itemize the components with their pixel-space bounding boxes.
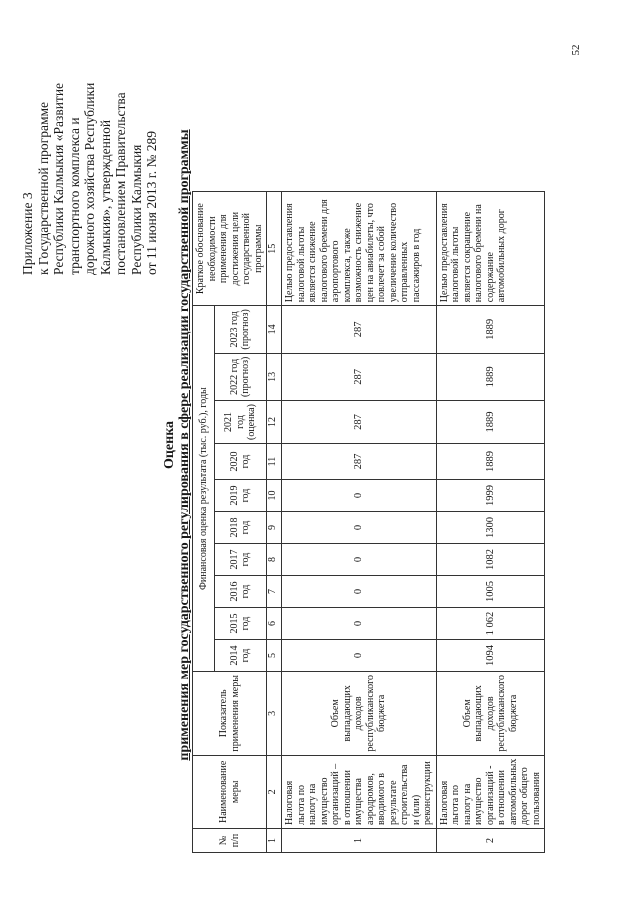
header-year: 2019 год [214, 480, 266, 512]
value-cell: 1094 [436, 640, 545, 672]
column-number: 3 [267, 672, 282, 756]
appendix-line: к Государственной программе [35, 101, 51, 275]
rotated-page [10, 15, 570, 875]
header-year: 2021 год (оценка) [214, 401, 266, 444]
value-cell: 1889 [436, 353, 545, 400]
column-number: 1 [267, 829, 282, 853]
header-row-1 [193, 192, 215, 853]
column-number: 12 [267, 401, 282, 444]
column-number: 5 [267, 640, 282, 672]
header-year: 2020 год [214, 444, 266, 480]
row-number: 2 [436, 829, 545, 853]
column-number: 14 [267, 306, 282, 353]
header-year: 2015 год [214, 608, 266, 640]
header-year: 2017 год [214, 544, 266, 576]
appendix-line: Приложение 3 [20, 192, 35, 275]
appendix-line: постановлением Правительства [113, 92, 128, 275]
appendix-line: Республики Калмыкия [128, 144, 144, 275]
value-cell: 1889 [436, 306, 545, 353]
appendix-line: Калмыкия», утвержденной [97, 119, 113, 275]
estimation-table [192, 191, 545, 853]
value-cell: 1005 [436, 576, 545, 608]
value-cell: 1889 [436, 401, 545, 444]
column-number: 13 [267, 353, 282, 400]
measure-indicator: Объем выпадающих доходов республиканского бюджета [282, 672, 437, 756]
value-cell: 287 [282, 306, 437, 353]
header-name: Наименование меры [193, 755, 267, 828]
value-cell: 287 [282, 444, 437, 480]
appendix-note [20, 25, 160, 275]
header-year: 2018 год [214, 512, 266, 544]
column-number: 6 [267, 608, 282, 640]
column-number: 9 [267, 512, 282, 544]
title-line-2: применения мер государственного регулирования в сфере реализации государственной программы [177, 129, 192, 761]
measure-name: Налоговая льгота по налогу на имущество организаций – в отношении имущества аэродромов, вводимого в результате строительства и (или) реконструкции [282, 755, 437, 828]
value-cell: 1082 [436, 544, 545, 576]
row-number: 1 [282, 829, 437, 853]
title-line-1: Оценка [162, 420, 177, 470]
appendix-line: Республики Калмыкия «Развитие [51, 82, 66, 275]
column-number: 11 [267, 444, 282, 480]
header-year: 2016 год [214, 576, 266, 608]
value-cell: 1300 [436, 512, 545, 544]
appendix-line: транспортного комплекса и [66, 117, 82, 275]
value-cell: 287 [282, 353, 437, 400]
table-row [282, 192, 437, 853]
value-cell: 1889 [436, 444, 545, 480]
value-cell: 1999 [436, 480, 545, 512]
header-indicator: Показатель применения меры [193, 672, 267, 756]
appendix-line: от 11 июня 2013 г. № 289 [144, 131, 159, 275]
value-cell: 0 [282, 640, 437, 672]
header-num: № п/п [193, 829, 267, 853]
column-number: 2 [267, 755, 282, 828]
value-cell: 0 [282, 512, 437, 544]
measure-name: Налоговая льгота по налогу на имущество организаций - в отношении автомобильных дорог общего пользования [436, 755, 545, 828]
column-number: 15 [267, 192, 282, 306]
table-row [436, 192, 545, 853]
header-year: 2014 год [214, 640, 266, 672]
value-cell: 0 [282, 480, 437, 512]
document-title [162, 20, 192, 870]
header-year: 2022 год (прогноз) [214, 353, 266, 400]
value-cell: 1 062 [436, 608, 545, 640]
page-number: 52 [570, 44, 582, 56]
justification-text: Целью предоставления налоговой льготы является снижение налогового бремени для аэропортового комплекса, также возможность снижение цен на авиабилеты, что повлечет за собой увеличение количество отправленных пассажиров в год [282, 192, 437, 306]
justification-text: Целью предоставления налоговой льготы является сокращение налогового бремени на содержание автомобильных дорог [436, 192, 545, 306]
column-number: 7 [267, 576, 282, 608]
header-justification: Краткое обоснование необходимости применения для достижения цели государственной программы [193, 192, 267, 306]
header-year: 2023 год (прогноз) [214, 306, 266, 353]
column-number-row [267, 192, 282, 853]
appendix-line: дорожного хозяйства Республики [82, 82, 97, 275]
value-cell: 287 [282, 401, 437, 444]
value-cell: 0 [282, 576, 437, 608]
measure-indicator: Объем выпадающих доходов республиканского бюджета [436, 672, 545, 756]
value-cell: 0 [282, 608, 437, 640]
value-cell: 0 [282, 544, 437, 576]
header-financial-group: Финансовая оценка результата (тыс. руб.), годы [193, 306, 215, 672]
column-number: 8 [267, 544, 282, 576]
column-number: 10 [267, 480, 282, 512]
